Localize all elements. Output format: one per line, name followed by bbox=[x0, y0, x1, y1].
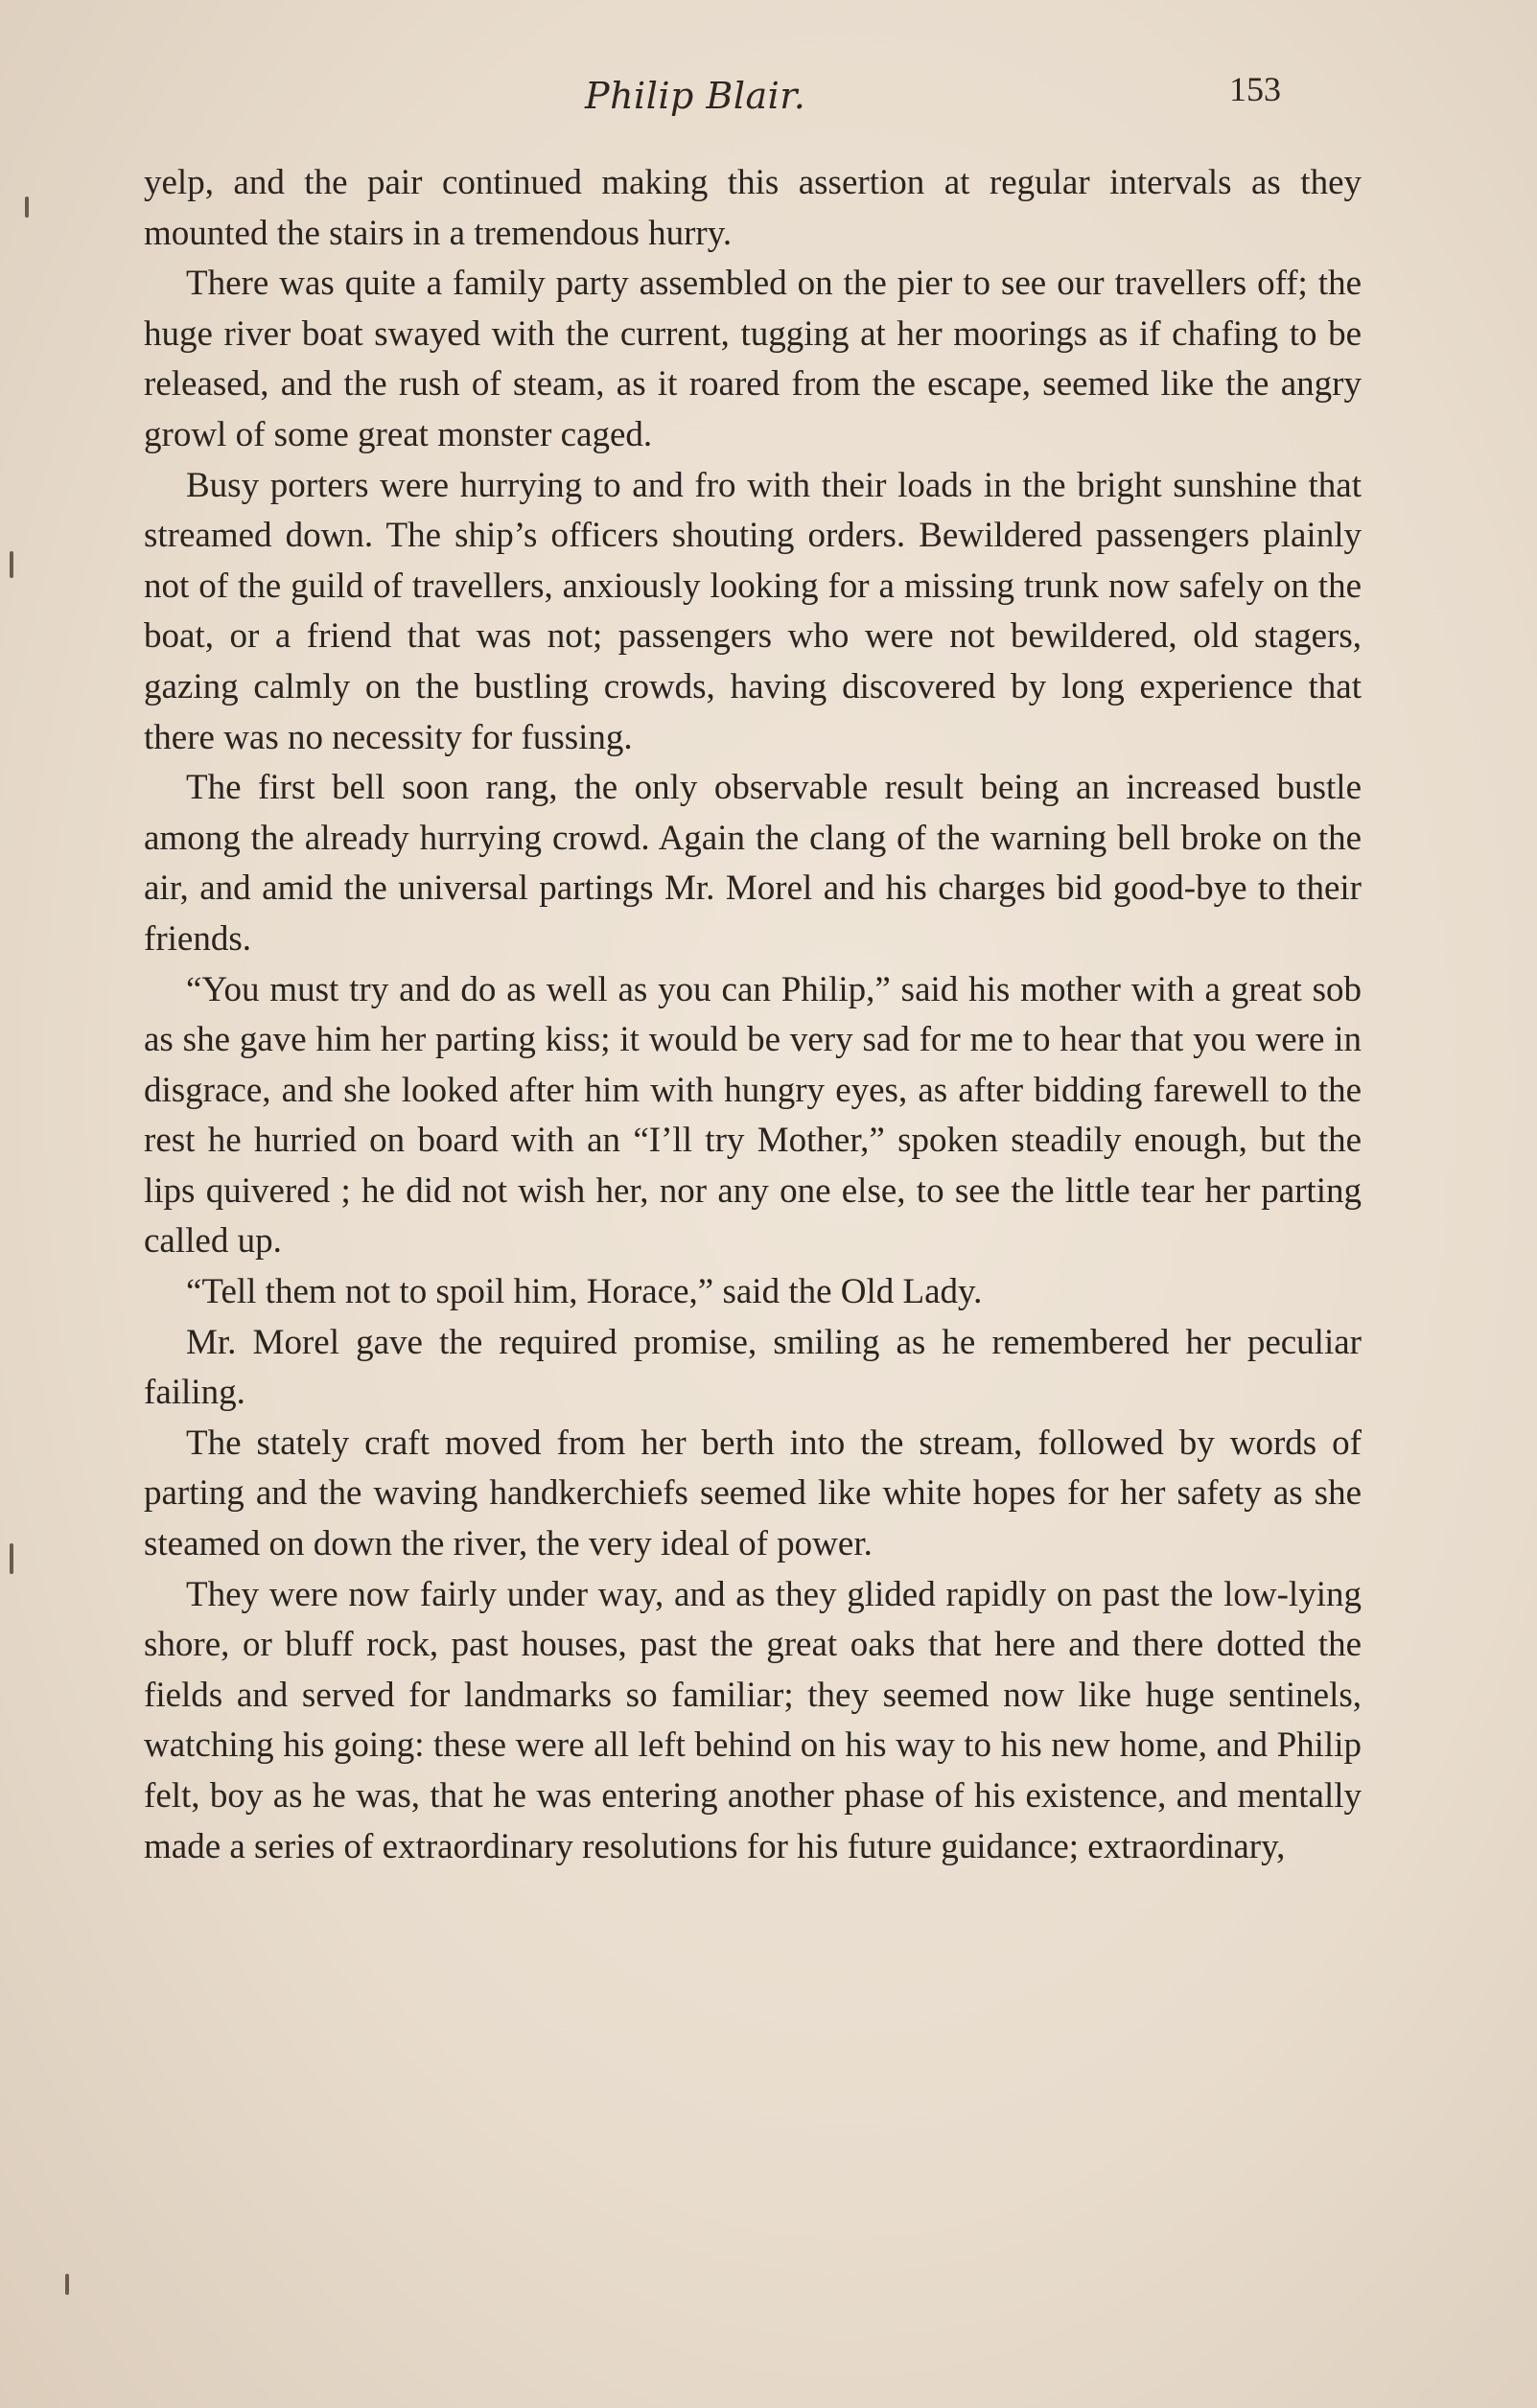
paragraph: Busy porters were hurrying to and fro with their loads in the bright sunshine that streamed down. The ship’s officers shouting orders. Bewildered passengers plainly not of the guild of travellers, anxiously looking for a missing trunk now safely on the boat, or a friend that was not; passengers who were not bewildered, old stagers, gazing calmly on the bustling crowds, having discovered by long experience that there was no necessity for fussing. bbox=[144, 465, 1362, 757]
paragraph: The first bell soon rang, the only observable result being an increased bustle among the already hurrying crowd. Again the clang of the warning bell broke on the air, and amid the universal partings Mr. Morel and his charges bid good-bye to their friends. bbox=[144, 768, 1362, 959]
margin-mark bbox=[25, 197, 29, 218]
paragraph: “Tell them not to spoil him, Horace,” said the Old Lady. bbox=[186, 1272, 983, 1312]
body-text bbox=[144, 158, 1362, 1872]
margin-mark bbox=[10, 1543, 13, 1574]
paragraph: yelp, and the pair continued making this assertion at regular intervals as they mounted the stairs in a tremendous hurry. bbox=[144, 163, 1362, 253]
paragraph: They were now fairly under way, and as they glided rapidly on past the low-lying shore, or bluff rock, past houses, past the great oaks that here and there dotted the fields and served for landmarks so familiar; they seemed now like huge sentinels, watching his going: these were all left behind on his way to his new home, and Philip felt, boy as he was, that he was entering another phase of his existence, and mentally made a series of extraordinary resolutions for his future guidance; extraordinary, bbox=[144, 1574, 1362, 1866]
page-header bbox=[0, 69, 1537, 127]
running-title: Philip Blair. bbox=[585, 75, 806, 117]
page-number: 153 bbox=[1229, 70, 1281, 108]
paragraph: Mr. Morel gave the required promise, smiling as he remembered her peculiar failing. bbox=[144, 1322, 1362, 1413]
paragraph: “You must try and do as well as you can Philip,” said his mother with a great sob as she gave him her parting kiss; it would be very sad for me to hear that you were in disgrace, and she looked after him with hungry eyes, as after bidding farewell to the rest he hurried on board with an “I’ll try Mother,” spoken steadily enough, but the lips quivered ; he did not wish her, nor any one else, to see the little tear her parting called up. bbox=[144, 969, 1362, 1262]
margin-mark bbox=[10, 551, 13, 578]
margin-mark bbox=[65, 2274, 69, 2295]
paragraph: The stately craft moved from her berth into the stream, followed by words of parting and the waving handkerchiefs seemed like white hopes for her safety as she steamed on down the river, the very ideal of power. bbox=[144, 1423, 1362, 1564]
paragraph: There was quite a family party assembled on the pier to see our travellers off; the huge river boat swayed with the current, tugging at her moorings as if chafing to be released, and the rush of steam, as it roared from the escape, seemed like the angry growl of some great monster caged. bbox=[144, 264, 1362, 454]
